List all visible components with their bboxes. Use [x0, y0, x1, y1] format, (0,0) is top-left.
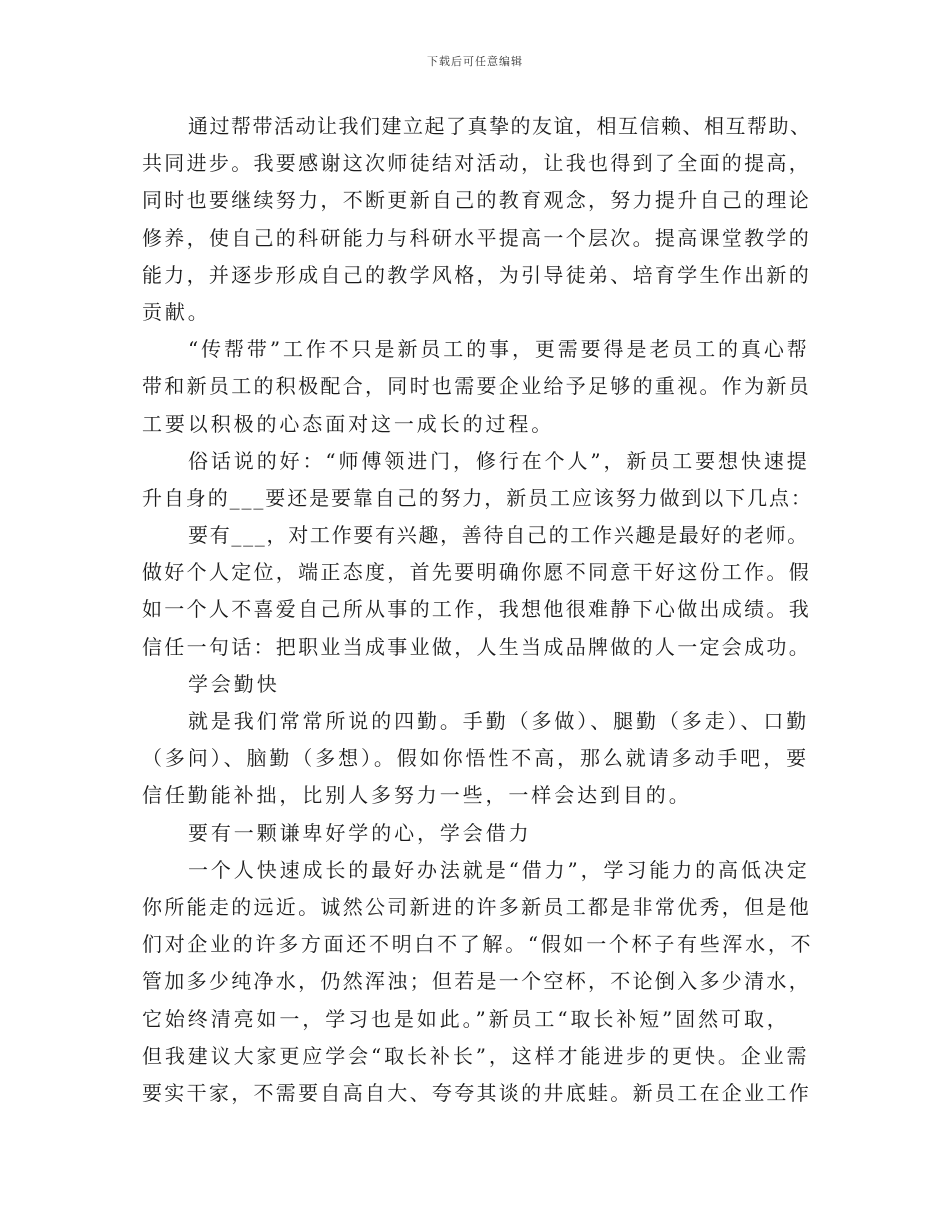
text-line: 如一个人不喜爱自己所从事的工作，我想他很难静下心做出成绩。我 — [142, 597, 811, 622]
text-line: 要实干家，不需要自高自大、夸夸其谈的井底蛙。新员工在企业工作 — [142, 1080, 811, 1105]
text-line: 一个人快速成长的最好办法就是“借力”，学习能力的高低决定 — [188, 857, 810, 882]
text-line: 管加多少纯净水，仍然浑浊；但若是一个空杯，不论倒入多少清水， — [142, 969, 811, 994]
page-header: 下载后可任意编辑 — [427, 55, 523, 68]
text-line: 工要以积极的心态面对这一成长的过程。 — [142, 411, 555, 436]
text-line: “传帮带”工作不只是新员工的事，更需要得是老员工的真心帮 — [188, 337, 810, 362]
text-line: 你所能走的远近。诚然公司新进的许多新员工都是非常优秀，但是他 — [142, 894, 811, 919]
text-line: 要有___，对工作要有兴趣，善待自己的工作兴趣是最好的老师。 — [188, 523, 809, 548]
text-line: 做好个人定位，端正态度，首先要明确你愿不同意干好这份工作。假 — [142, 560, 811, 585]
text-line: 们对企业的许多方面还不明白不了解。“假如一个杯子有些浑水，不 — [142, 932, 814, 957]
text-line: 带和新员工的积极配合，同时也需要企业给予足够的重视。作为新员 — [142, 374, 811, 399]
text-line: 同时也要继续努力，不断更新自己的教育观念，努力提升自己的理论 — [142, 188, 811, 213]
text-line: 信任一句话：把职业当成事业做，人生当成品牌做的人一定会成功。 — [142, 634, 811, 659]
text-line: 能力，并逐步形成自己的教学风格，为引导徒弟、培育学生作出新的 — [142, 262, 811, 287]
text-line: 信任勤能补拙，比别人多努力一些，一样会达到目的。 — [142, 783, 692, 808]
text-line: 学会勤快 — [188, 671, 280, 696]
text-line: 修养，使自己的科研能力与科研水平提高一个层次。提高课堂教学的 — [142, 225, 811, 250]
text-line: 升自身的___要还是要靠自己的努力，新员工应该努力做到以下几点： — [142, 485, 813, 510]
text-line: 贡献。 — [142, 299, 211, 324]
text-line: 它始终清亮如一，学习也是如此。”新员工“取长补短”固然可取， — [142, 1006, 790, 1031]
body-text — [142, 108, 814, 1112]
text-line: 俗话说的好：“师傅领进门，修行在个人”，新员工要想快速提 — [188, 448, 810, 473]
text-line: 共同进步。我要感谢这次师徒结对活动，让我也得到了全面的提高， — [142, 151, 811, 176]
text-line: 要有一颗谦卑好学的心，学会借力 — [188, 820, 532, 845]
text-line: （多问）、脑勤（多想）。假如你悟性不高，那么就请多动手吧，要 — [142, 746, 809, 771]
text-line: 通过帮带活动让我们建立起了真挚的友谊，相互信赖、相互帮助、 — [188, 114, 812, 138]
text-line: 但我建议大家更应学会“取长补长”，这样才能进步的更快。企业需 — [142, 1043, 810, 1068]
text-line: 就是我们常常所说的四勤。手勤（多做）、腿勤（多走）、口勤 — [188, 709, 810, 733]
